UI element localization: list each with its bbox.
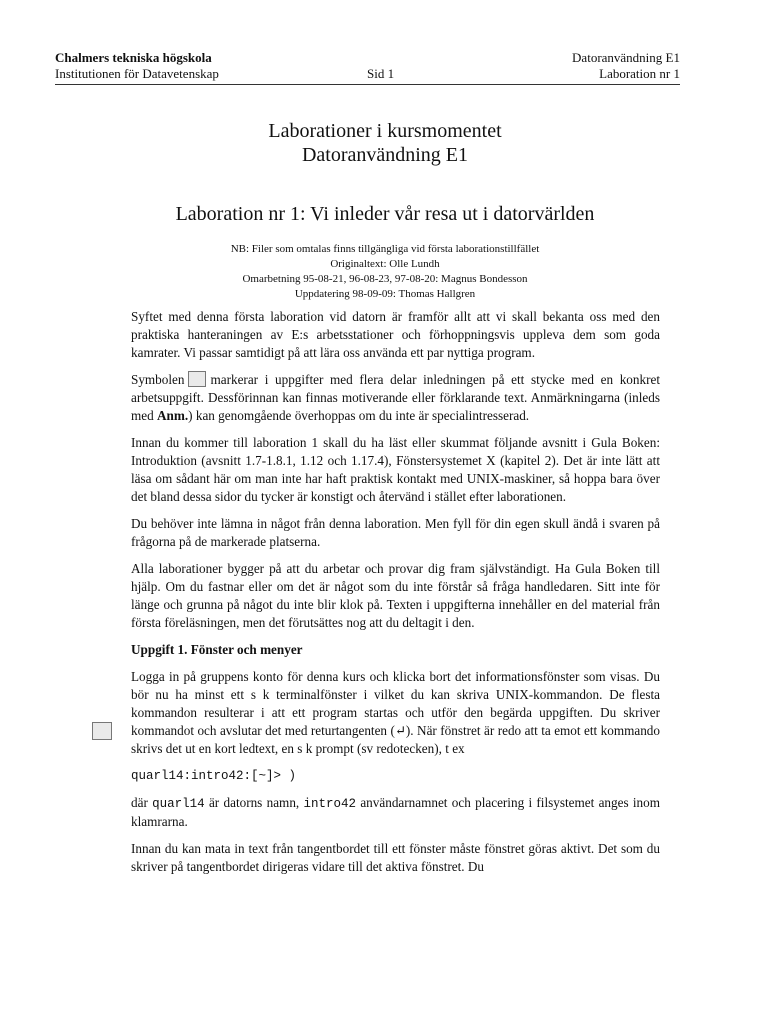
paragraph-active-window: Innan du kan mata in text från tangentbordet till ett fönster måste fönstret göras aktivt. Det som du skriver på tangentbordet dirigeras vidare till det aktiva fönstret. Du [131,841,660,874]
meta-update: Uppdatering 98-09-09: Thomas Hallgren [294,288,476,300]
prompt-example: quarl14:intro42:[~]> ) [131,769,297,783]
header-rule [55,84,680,85]
symbol-text-before: Symbolen [131,372,185,387]
body-text [131,308,660,885]
title-line-2: Datoranvändning E1 [301,144,469,166]
institution-name: Chalmers tekniska högskola [55,50,212,65]
paragraph-purpose: Syftet med denna första laboration vid datorn är framför allt att vi skall bekanta oss med den praktiska hanteraningen av E:s arbetsstationer och förhoppningsvis uppleva dem som goda kamrater. Vi passar samtidigt på att lära oss använda ett par nyttiga program. [131,309,660,360]
explain-mid: är datorns namn, [208,795,300,810]
symbol-text-middle: markerar i uppgifter med flera delar inledningen på ett stycke med en konkret arbetsuppgift. Dessförinnan kan finnas motiverande eller förklarande text. Anmärkningarna (inleds med [131,372,660,423]
explain-post: användarnamnet och placering i filsystemet anges inom klamrarna. [131,795,661,829]
task-marker-square-icon [92,722,112,740]
department-name: Institutionen för Datavetenskap [55,66,219,81]
meta-block [0,242,770,302]
meta-original: Originaltext: Olle Lundh [330,258,440,270]
paragraph-login: Logga in på gruppens konto för denna kurs och klicka bort det informationsfönster som visas. Du bör nu ha minst ett s k terminalfönster i vilket du kan skriva UNIX-kommandon. De flesta kommandon resulterar i att ett program startas och utför den begärda uppgiften. Du skriver kommandot och avslutar det med returtangenten (↵). När fönstret är redo att ta emot ett kommando skrivs det ut en kort ledtext, en s k prompt (sv redotecken), t ex [131,669,660,756]
page-number: Sid 1 [367,66,395,81]
meta-nb: NB: Filer som omtalas finns tillgängliga vid första laborationstillfället [230,243,540,255]
explain-pre: där [131,795,148,810]
paragraph-submission: Du behöver inte lämna in något från denna laboration. Men fyll för din egen skull ändå i svaren på frågorna på de markerade platserna. [131,516,660,549]
paragraph-independence: Alla laborationer bygger på att du arbetar och provar dig fram självständigt. Ha Gula Boken till hjälp. Om du fastnar eller om det är något som du inte förstår så fråga handledaren. Sitt inte för länge och grunna på något du inte blir klok på. Texten i uppgifterna innehåller en del material från första föreläsningen, men det förutsättes nog att du deltagit i den. [131,561,660,630]
paragraph-symbol [131,371,660,425]
course-name: Datoranvändning E1 [572,50,680,65]
lab-subtitle: Laboration nr 1: Vi inleder vår resa ut i datorvärlden [175,203,595,225]
anm-label: Anm. [157,408,189,423]
host-name-code: quarl14 [152,797,205,811]
paragraph-reading: Innan du kommer till laboration 1 skall du ha läst eller skummat följande avsnitt i Gula Boken: Introduktion (avsnitt 1.7-1.8.1, 1.12 och 1.17.4), Fönstersystemet X (kapitel 2). Det är inte lätt att läsa om sådant här om man inte har haft praktisk kontakt med UNIX-maskiner, så hoppa bara över det bland dessa sidor du tycker är konstigt och återvänd i stället efter laborationen. [131,435,660,504]
task-1-heading: Uppgift 1. Fönster och menyer [131,642,303,657]
title-line-1: Laborationer i kursmomentet [268,120,502,142]
square-marker-icon [188,371,206,387]
symbol-text-after: ) kan genomgående överhoppas om du inte är specialintresserad. [188,408,530,423]
paragraph-prompt-explanation [131,794,660,831]
document-title [0,119,770,167]
meta-revisions: Omarbetning 95-08-21, 96-08-23, 97-08-20: Magnus Bondesson [242,273,528,285]
lab-number: Laboration nr 1 [599,66,680,81]
page-header [55,50,680,82]
user-name-code: intro42 [303,797,357,811]
